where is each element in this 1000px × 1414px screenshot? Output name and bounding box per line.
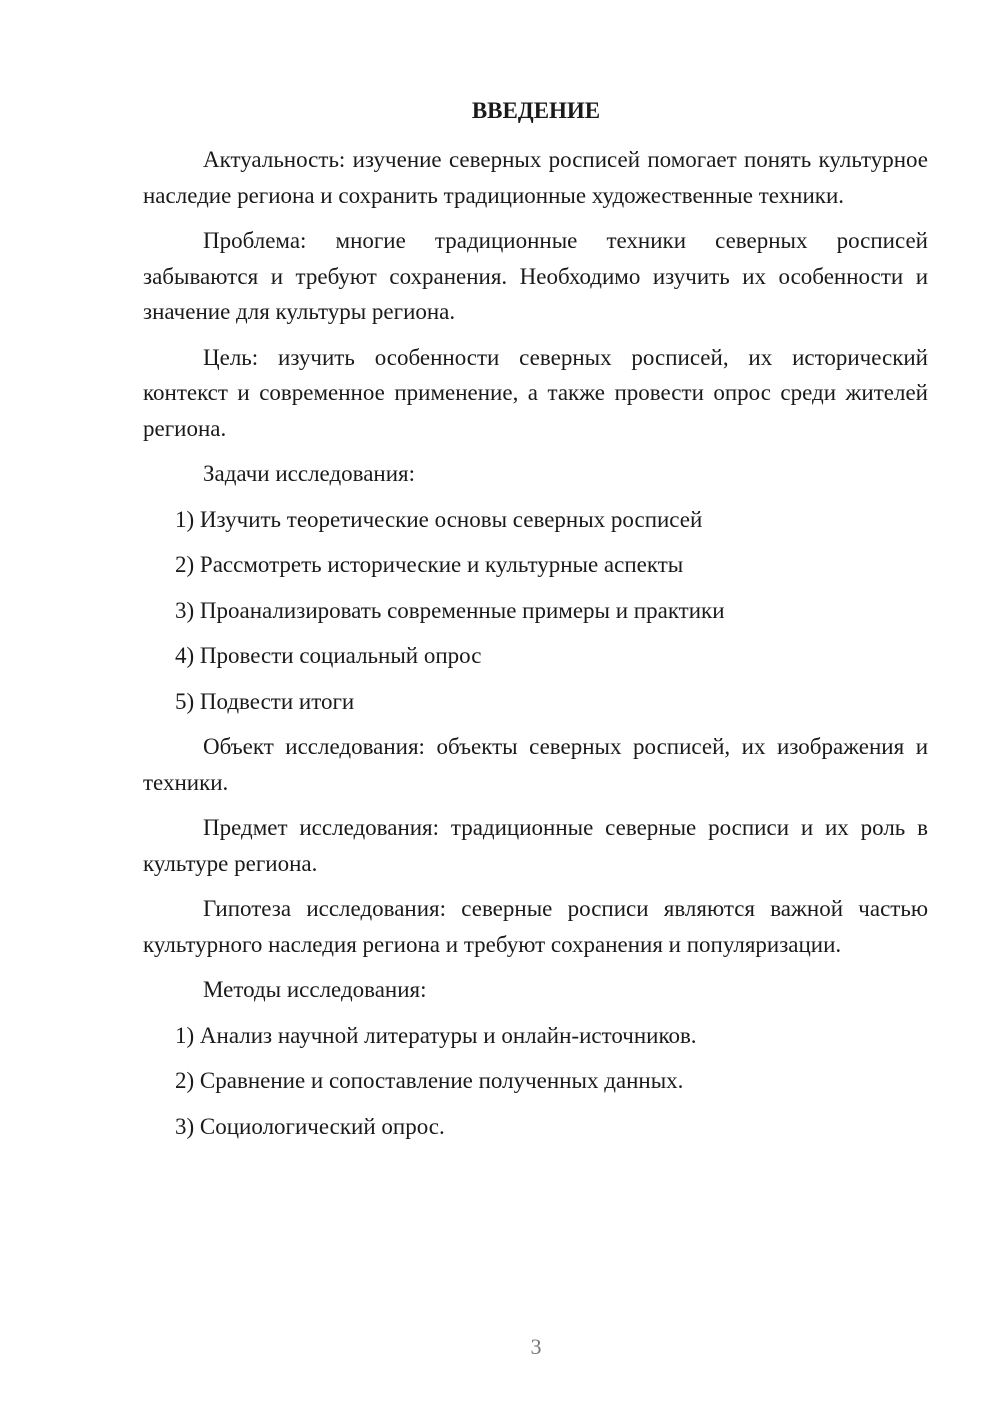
subject-paragraph: Предмет исследования: традиционные северные росписи и их роль в культуре региона. xyxy=(143,815,928,876)
document-body xyxy=(143,142,928,1154)
goal-paragraph: Цель: изучить особенности северных росписей, их исторический контекст и современное применение, а также провести опрос среди жителей региона. xyxy=(143,344,928,441)
task-item: 3) Проанализировать современные примеры и практики xyxy=(175,597,725,623)
method-item: 2) Сравнение и сопоставление полученных данных. xyxy=(175,1068,684,1093)
methods-list xyxy=(143,1018,928,1145)
tasks-heading: Задачи исследования: xyxy=(203,461,416,486)
problem-paragraph: Проблема: многие традиционные техники северных росписей забываются и требуют сохранения. Необходимо изучить их особенности и значение для культуры региона. xyxy=(143,228,928,324)
task-item: 4) Провести социальный опрос xyxy=(175,643,482,668)
section-heading: ВВЕДЕНИЕ xyxy=(471,98,601,123)
tasks-list xyxy=(143,502,928,720)
method-item: 1) Анализ научной литературы и онлайн-источников. xyxy=(175,1022,697,1048)
page-number: 3 xyxy=(530,1334,542,1359)
task-item: 1) Изучить теоретические основы северных росписей xyxy=(175,506,703,532)
task-item: 5) Подвести итоги xyxy=(175,688,355,714)
object-paragraph: Объект исследования: объекты северных росписей, их изображения и техники. xyxy=(143,734,928,795)
task-item: 2) Рассмотреть исторические и культурные аспекты xyxy=(175,552,684,577)
hypothesis-paragraph: Гипотеза исследования: северные росписи являются важной частью культурного наследия региона и требуют сохранения и популяризации. xyxy=(143,896,928,957)
method-item: 3) Социологический опрос. xyxy=(175,1113,445,1139)
methods-heading: Методы исследования: xyxy=(203,977,427,1002)
relevance-paragraph: Актуальность: изучение северных росписей помогает понять культурное наследие региона и сохранить традиционные художественные техники. xyxy=(143,147,928,208)
